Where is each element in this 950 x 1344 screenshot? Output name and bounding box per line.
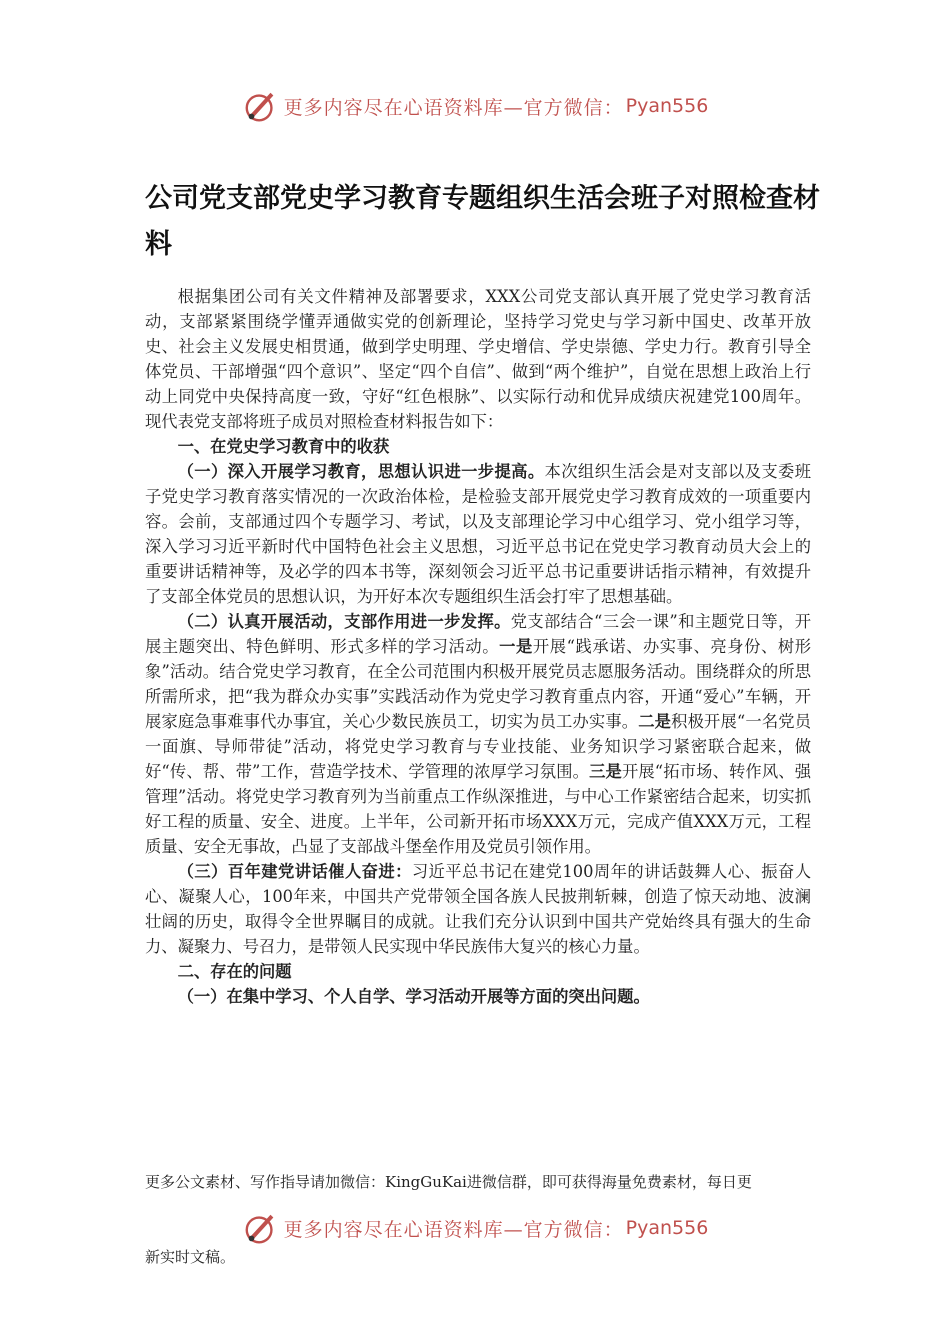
point-text-1: 开展“践承诺、办实事、亮身份、树形象”活动。结合党史学习教育，在全公司范围内积极开展党员志愿服务活动。围绕群众的所思所需所求，把“我为群众办实事”实践活动作为党史学习教育重点内容，开通“爱心”车辆，开展家庭急事难事代办事宜，关心少数民族员工，切实为员工办实事。	[145, 637, 811, 731]
brush-logo-icon	[242, 1209, 280, 1247]
footer-promo-note: 更多公文素材、写作指导请加微信：KingGuKai进微信群，即可获得海量免费素材，每日更	[145, 1173, 752, 1191]
subsection-lead-1: （一）深入开展学习教育，思想认识进一步提高。	[177, 462, 545, 481]
subsection-text-2: 党支部结合“三会一课”和主题党日等，开展主题突出、特色鲜明、形式多样的学习活动。	[145, 612, 811, 656]
subsection-paragraph-2	[145, 609, 811, 859]
subsection-lead-2: （二）认真开展活动，支部作用进一步发挥。	[177, 612, 511, 631]
watermark-banner-bottom	[0, 1208, 950, 1248]
subsection-paragraph-1	[145, 459, 811, 609]
point-marker-3: 三是	[589, 762, 622, 781]
section-heading-problems: 二、存在的问题	[177, 962, 292, 981]
point-marker-1: 一是	[499, 637, 533, 656]
brush-logo-icon	[242, 87, 280, 125]
point-text-2: 积极开展“一名党员一面旗、导师带徒”活动，将党史学习教育与专业技能、业务知识学习紧密联合起来，做好“传、帮、带”工作，营造学技术、学管理的浓厚学习氛围。	[145, 712, 811, 781]
watermark-wechat-id: Pyan556	[625, 1217, 709, 1239]
point-text-3: 开展“拓市场、转作风、强管理”活动。将党史学习教育列为当前重点工作纵深推进，与中心工作紧密结合起来，切实抓好工程的质量、安全、进度。上半年，公司新开拓市场XXX万元，完成产值XXX万元，工程质量、安全无事故，凸显了支部战斗堡垒作用及党员引领作用。	[145, 762, 811, 856]
watermark-text: 更多内容尽在心语资料库—官方微信：	[283, 1218, 624, 1241]
subsection-text-1: 本次组织生活会是对支部以及支委班子党史学习教育落实情况的一次政治体检，是检验支部开展党史学习教育成效的一项重要内容。会前，支部通过四个专题学习、考试，以及支部理论学习中心组学习、党小组学习等，深入学习习近平新时代中国特色社会主义思想，习近平总书记在党史学习教育动员大会上的重要讲话精神等，及必学的四本书等，深刻领会习近平总书记重要讲话指示精神，有效提升了支部全体党员的思想认识，为开好本次专题组织生活会打牢了思想基础。	[145, 462, 811, 606]
intro-paragraph: 根据集团公司有关文件精神及部署要求，XXX公司党支部认真开展了党史学习教育活动，支部紧紧围绕学懂弄通做实党的创新理论，坚持学习党史与学习新中国史、改革开放史、社会主义发展史相贯通，做到学史明理、学史增信、学史崇德、学史力行。教育引导全体党员、干部增强“四个意识”、坚定“四个自信”、做到“两个维护”，自觉在思想上政治上行动上同党中央保持高度一致，守好“红色根脉”、以实际行动和优异成绩庆祝建党100周年。现代表党支部将班子成员对照检查材料报告如下：	[145, 287, 811, 431]
point-marker-2: 二是	[638, 712, 672, 731]
subsection-heading-problems-1: （一）在集中学习、个人自学、学习活动开展等方面的突出问题。	[177, 987, 650, 1006]
watermark-banner-top	[0, 86, 950, 126]
document-title: 公司党支部党史学习教育专题组织生活会班子对照检查材料	[145, 183, 820, 260]
subsection-text-3: 习近平总书记在建党100周年的讲话鼓舞人心、振奋人心、凝聚人心，100年来，中国共产党带领全国各族人民披荆斩棘，创造了惊天动地、波澜壮阔的历史，取得令全世界瞩目的成就。让我们充分认识到中国共产党始终具有强大的生命力、凝聚力、号召力，是带领人民实现中华民族伟大复兴的核心力量。	[145, 862, 811, 956]
subsection-lead-3: （三）百年建党讲话催人奋进：	[177, 862, 412, 881]
watermark-text: 更多内容尽在心语资料库—官方微信：	[283, 96, 624, 119]
watermark-wechat-id: Pyan556	[625, 95, 709, 117]
section-heading-gains: 一、在党史学习教育中的收获	[177, 437, 390, 456]
document-body	[145, 284, 811, 1009]
subsection-paragraph-3	[145, 859, 811, 959]
footer-promo-tail: 新实时文稿。	[145, 1248, 236, 1266]
